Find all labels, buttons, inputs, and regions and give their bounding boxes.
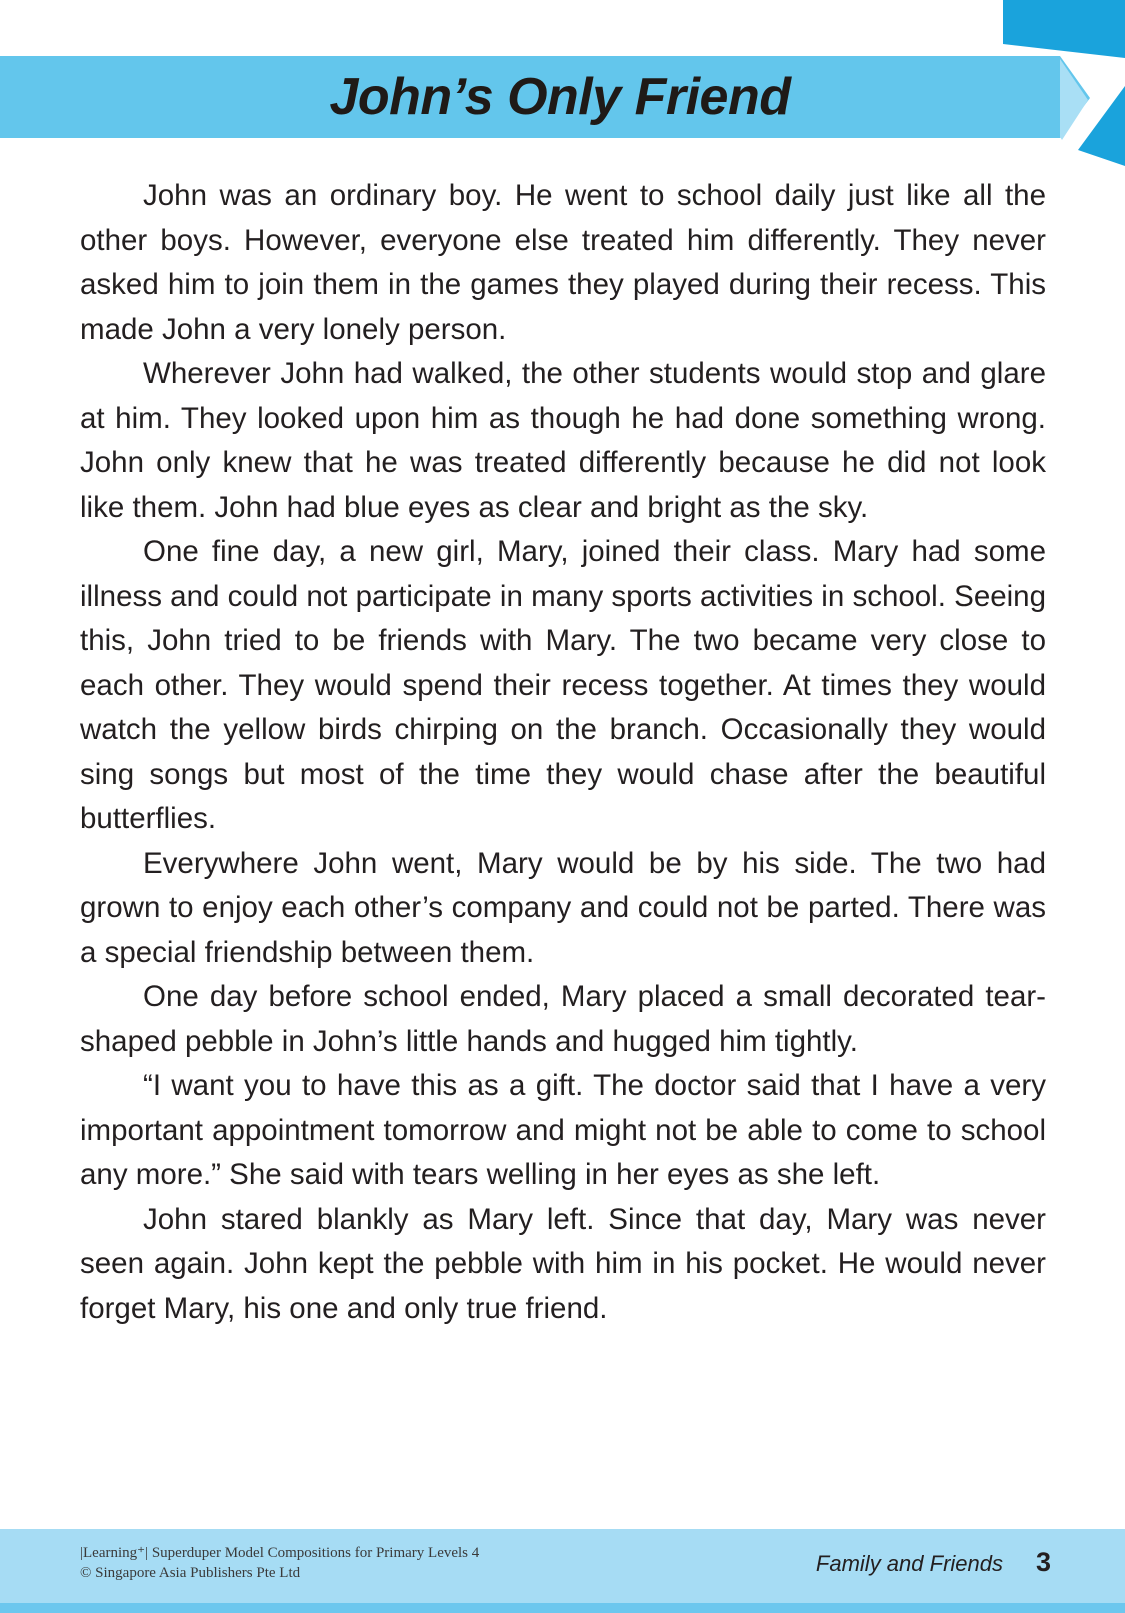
paragraph: Everywhere John went, Mary would be by his side. The two had grown to enjoy each other’s company and could not be parted. There was a special friendship between them.: [80, 846, 1046, 969]
series-title: |Learning⁺| Superduper Model Compositions for Primary Levels 4: [80, 1545, 480, 1561]
section-title: Family and Friends: [815, 1551, 1003, 1576]
title-band: [0, 56, 1060, 138]
page-title: John’s Only Friend: [329, 68, 791, 126]
paragraph: John stared blankly as Mary left. Since that day, Mary was never seen again. John kept the pebble with him in his pocket. He would never forget Mary, his one and only true friend.: [80, 1202, 1046, 1325]
page-footer: [0, 1529, 1125, 1603]
paragraph: John was an ordinary boy. He went to school daily just like all the other boys. However, everyone else treated him differently. They never asked him to join them in the games they played during their recess. This made John a very lonely person.: [80, 179, 1046, 346]
publisher-info: [80, 1543, 479, 1583]
footer-stripe: [0, 1603, 1125, 1613]
story-body: [80, 174, 1046, 1331]
paragraph: Wherever John had walked, the other students would stop and glare at him. They looked upon him as though he had done something wrong. John only knew that he was treated differently because he did not look like them. John had blue eyes as clear and bright as the sky.: [80, 357, 1046, 524]
page-number: 3: [1035, 1547, 1051, 1577]
paragraph: “I want you to have this as a gift. The doctor said that I have a very important appointment tomorrow and might not be able to come to school any more.” She said with tears welling in her eyes as she left.: [80, 1069, 1046, 1191]
paragraph: One fine day, a new girl, Mary, joined their class. Mary had some illness and could not participate in many sports activities in school. Seeing this, John tried to be friends with Mary. The two became very close to each other. They would spend their recess together. At times they would watch the yellow birds chirping on the branch. Occasionally they would sing songs but most of the time they would chase after the beautiful butterflies.: [80, 535, 1046, 835]
paragraph: One day before school ended, Mary placed a small decorated tear-shaped pebble in John’s little hands and hugged him tightly.: [80, 980, 1046, 1058]
copyright-notice: © Singapore Asia Publishers Pte Ltd: [80, 1565, 301, 1581]
